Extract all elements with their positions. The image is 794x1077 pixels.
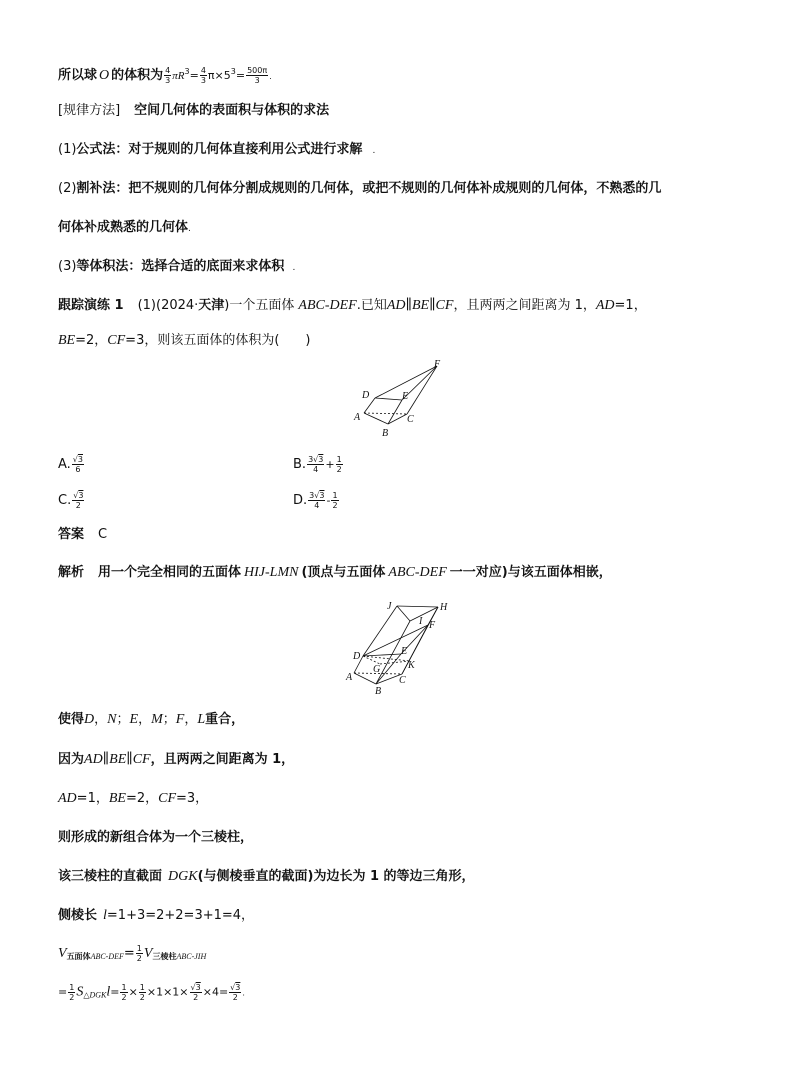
label-E: E: [402, 391, 409, 402]
edge-df: [363, 625, 428, 656]
option-b: B. $\frac{3√3}{4}$ + $\frac{1}{2}$: [293, 455, 342, 474]
label-A: A: [354, 412, 361, 423]
method-3: (3)等体积法：选择合适的底面来求体积 .: [58, 259, 296, 274]
label-C: C: [407, 414, 414, 425]
label-J: J: [387, 601, 392, 612]
drill-line-2: BE=2，CF=3，则该五面体的体积为( ): [58, 333, 311, 348]
label-B: B: [375, 686, 382, 697]
edge-de: [375, 398, 402, 400]
step-3: AD=1，BE=2，CF=3，: [58, 791, 209, 806]
label-F: F: [429, 620, 436, 631]
edge-ji: [397, 606, 410, 621]
step-1: 使得D，N；E，M；F，L重合，: [58, 712, 245, 727]
option-d: D. $\frac{3√3}{4}$ - $\frac{1}{2}$: [293, 491, 338, 510]
prism-figure: [340, 598, 455, 700]
method-1: (1)公式法：对于规则的几何体直接利用公式进行求解 .: [58, 142, 376, 157]
edge-de: [363, 654, 401, 656]
edge-jh: [397, 606, 438, 607]
edge-jd: [363, 606, 397, 656]
label-F: F: [434, 359, 441, 370]
edge-ac-hidden: [364, 413, 407, 414]
label-B: B: [382, 428, 389, 439]
edge-cf: [407, 366, 437, 414]
method-2-cont: 何体补成熟悉的几何体.: [58, 220, 191, 235]
analysis-line: 解析 用一个完全相同的五面体 HIJ-LMN (顶点与五面体 ABC-DEF 一一对应)与该五面体相嵌，: [58, 565, 612, 580]
label-D: D: [362, 390, 370, 401]
step-7: $V_{五面体ABC-DEF}=$ $\frac{1}{2}$ $V_{三棱柱ABC-JIH}$: [58, 944, 207, 963]
step-5: 该三棱柱的直截面 DGK(与侧棱垂直的截面)为边长为 1 的等边三角形，: [58, 869, 475, 884]
label-H: H: [440, 602, 448, 613]
label-I: I: [419, 616, 423, 627]
method-2: (2)割补法：把不规则的几何体分割成规则的几何体，或把不规则的几何体补成规则的几何体，不熟悉的几: [58, 181, 662, 196]
step-6: 侧棱长 l=1+3=2+2=3+1=4，: [58, 908, 255, 923]
answer-line: 答案 C: [58, 527, 108, 542]
label-C: C: [399, 675, 406, 686]
volume-line: 所以球 O 的体积为 $\frac{4}{3}$ $\pi R^3=$ $\frac{4}{3}$ $\pi\times 5^3=$ $\frac{500\pi}{3}$ .: [58, 66, 272, 85]
label-E: E: [401, 646, 408, 657]
label-K: K: [408, 660, 415, 671]
label-A: A: [346, 672, 353, 683]
option-c: C. $\frac{√3}{2}$: [58, 491, 84, 510]
step-4: 则形成的新组合体为一个三棱柱，: [58, 830, 254, 845]
step-8: = $\frac{1}{2}$ $S_{\triangle DGK}l=$ $\frac{1}{2}$ × $\frac{1}{2}$ ×1×1× $\frac{√3}{2}$ ×4= $\frac{√3}{2}$ .: [58, 983, 245, 1002]
drill-line: 跟踪演练 1 (1)(2024·天津)一个五面体 ABC-DEF.已知AD∥BE∥CF，且两两之间距离为 1，AD=1，: [58, 298, 647, 313]
label-G: G: [373, 664, 381, 675]
rule-heading: [规律方法] 空间几何体的表面积与体积的求法: [58, 103, 330, 118]
label-D: D: [353, 651, 361, 662]
edge-ab: [364, 413, 388, 424]
pentahedron-figure: [350, 358, 450, 440]
step-2: 因为AD∥BE∥CF，且两两之间距离为 1，: [58, 752, 295, 767]
option-a: A. $\frac{√3}{6}$: [58, 455, 83, 474]
